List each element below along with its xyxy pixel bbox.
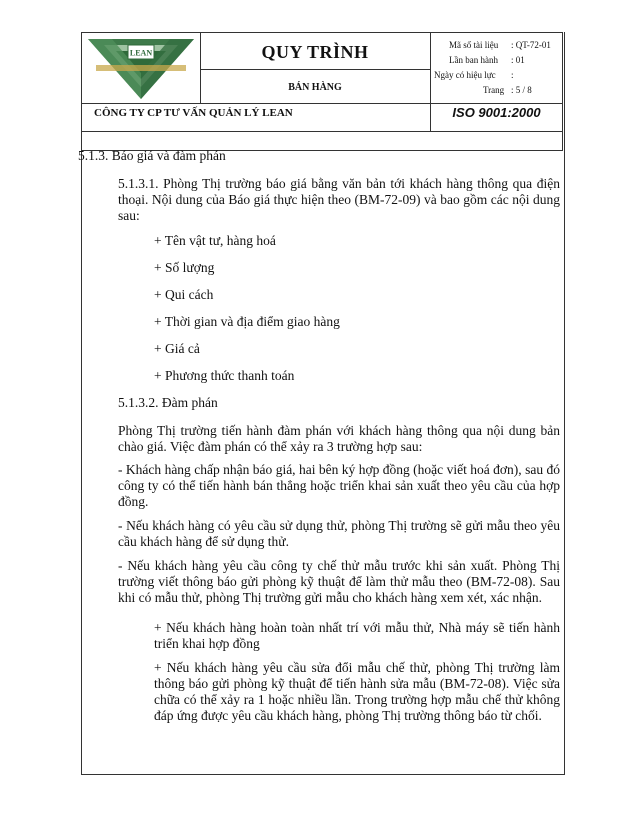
company-name: CÔNG TY CP TƯ VẤN QUẢN LÝ LEAN: [94, 107, 293, 119]
bullet-item: + Tên vật tư, hàng hoá: [154, 233, 276, 248]
effective-date-value: :: [511, 70, 514, 80]
bullet-item: + Thời gian và địa điểm giao hàng: [154, 314, 340, 329]
issue-label: Lần ban hành: [449, 55, 498, 65]
case-1: - Khách hàng chấp nhận báo giá, hai bên ký hợp đồng (hoặc viết hoá đơn), sau đó công ty có thể tiến hành bán thẳng hoặc triển khai sản xuất theo yêu cầu của hợp đồng.: [118, 462, 560, 509]
document-meta: [431, 33, 562, 103]
document-title: QUY TRÌNH: [200, 33, 430, 70]
logo-text: LEAN: [129, 48, 153, 58]
case-3: - Nếu khách hàng yêu cầu công ty chế thử mẫu trước khi sản xuất. Phòng Thị trường viết thông báo gửi phòng kỹ thuật để làm thử mẫu theo (BM-72-08). Sau khi có mẫu thử, phòng Thị trường gửi mẫu cho khách hàng xem xét, xác nhận.: [118, 558, 560, 605]
bullet-item: + Phương thức thanh toán: [154, 368, 295, 383]
bullet-item: + Số lượng: [154, 260, 215, 275]
company-logo: [82, 33, 201, 103]
section-heading: 5.1.3. Báo giá và đàm phán: [78, 148, 226, 163]
iso-standard: ISO 9001:2000: [452, 105, 541, 120]
subsection-heading-5132: 5.1.3.2. Đàm phán: [118, 395, 218, 410]
sub-case-1: + Nếu khách hàng hoàn toàn nhất trí với mẫu thử, Nhà máy sẽ tiến hành triển khai hợp đồng: [154, 620, 560, 651]
document-subtitle: BÁN HÀNG: [288, 82, 342, 93]
page-label: Trang: [483, 85, 505, 95]
effective-date-label: Ngày có hiệu lực: [434, 70, 496, 80]
issue-value: : 01: [511, 55, 525, 65]
lean-logo-icon: [82, 33, 200, 103]
sub-case-2: + Nếu khách hàng yêu cầu sửa đổi mẫu chế thử, phòng Thị trường làm thông báo gửi phòng kỹ thuật để tiến hành sửa mẫu (BM-72-08). Việc sửa chữa có thể xảy ra 1 hoặc nhiều lần. Trong trường hợp mẫu chế thử không đáp ứng được yêu cầu khách hàng, phòng Thị trường thông báo từ chối.: [154, 660, 560, 723]
doc-code-label: Mã số tài liệu: [449, 40, 499, 50]
bullet-item: + Giá cả: [154, 341, 200, 356]
title-cell: [200, 33, 431, 103]
paragraph-5131: 5.1.3.1. Phòng Thị trường báo giá bằng văn bản tới khách hàng thông qua điện thoại. Nội dung của Báo giá thực hiện theo (BM-72-09) và bao gồm các nội dung sau:: [118, 176, 560, 223]
header-bottom-divider: [82, 131, 562, 132]
doc-code-value: : QT-72-01: [511, 40, 551, 50]
header-divider: [82, 103, 562, 104]
paragraph-intro: Phòng Thị trường tiến hành đàm phán với khách hàng thông qua nội dung bản chào giá. Việc đàm phán có thể xảy ra 3 trường hợp sau:: [118, 423, 560, 454]
page-number: : 5 / 8: [511, 85, 532, 95]
document-header: [81, 32, 563, 151]
bullet-item: + Qui cách: [154, 287, 214, 302]
case-2: - Nếu khách hàng có yêu cầu sử dụng thử, phòng Thị trường sẽ gửi mẫu theo yêu cầu khách hàng để sử dụng thử.: [118, 518, 560, 549]
